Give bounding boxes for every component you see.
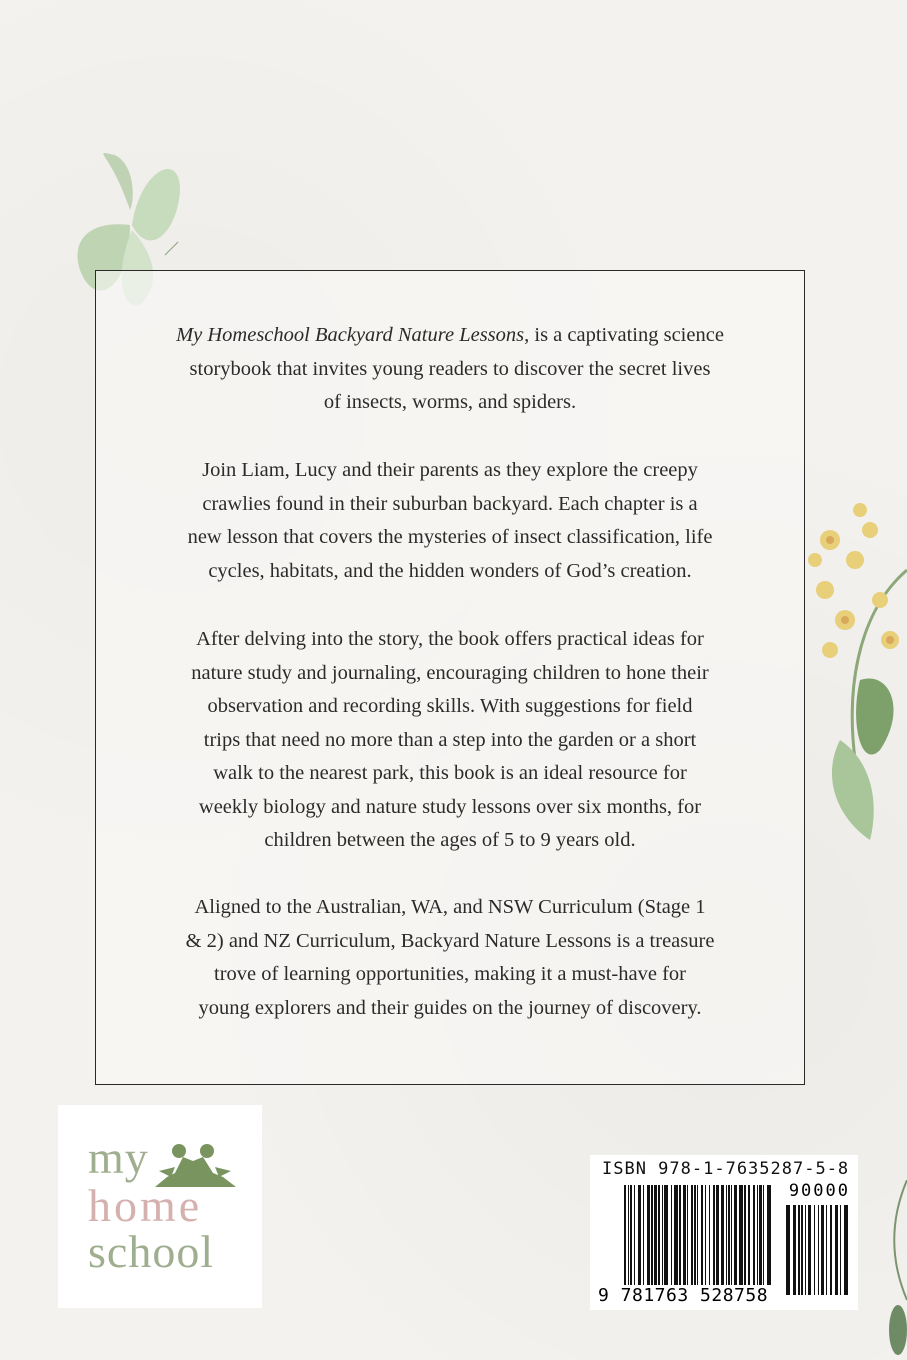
description-paragraph-4 xyxy=(96,891,804,1025)
description-paragraph-2 xyxy=(96,454,804,588)
description-line: observation and recording skills. With suggestions for field xyxy=(207,695,693,717)
barcode-bar xyxy=(805,1205,806,1295)
description-paragraph-1 xyxy=(96,319,804,420)
description-line: children between the ages of 5 to 9 years old. xyxy=(264,829,636,851)
isbn-barcode xyxy=(590,1155,858,1310)
barcode-bar xyxy=(814,1205,815,1295)
barcode-bar xyxy=(801,1205,803,1295)
barcode-bar xyxy=(808,1205,811,1295)
description-line: young explorers and their guides on the journey of discovery. xyxy=(198,996,702,1019)
barcode-bar xyxy=(830,1205,832,1295)
description-line: weekly biology and nature study lessons over six months, for xyxy=(198,795,702,818)
description-line: trips that need no more than a step into the garden or a short xyxy=(203,728,697,751)
barcode-bar xyxy=(786,1205,790,1295)
price-code: 90000 xyxy=(788,1181,850,1201)
description-box xyxy=(95,270,805,1085)
description-paragraph-3 xyxy=(96,623,804,858)
description-line: nature study and journaling, encouraging children to hone their xyxy=(191,661,709,684)
description-line: cycles, habitats, and the hidden wonders of God’s creation. xyxy=(208,559,692,582)
barcode-bar xyxy=(844,1205,848,1295)
description-line: trove of learning opportunities, making it a must-have for xyxy=(214,963,686,985)
description-line: & 2) and NZ Curriculum, Backyard Nature Lessons is a treasure xyxy=(185,929,715,952)
barcode-bar xyxy=(840,1205,841,1295)
ean-number: 9 781763 528758 xyxy=(598,1285,771,1306)
leaf-illustration xyxy=(880,1180,907,1360)
logo-word-school: school xyxy=(88,1226,215,1277)
wattle-flowers-illustration xyxy=(800,490,907,850)
barcode-bar xyxy=(826,1205,827,1295)
barcode-bar xyxy=(835,1205,838,1295)
description-line: Aligned to the Australian, WA, and NSW Curriculum (Stage 1 xyxy=(194,896,706,918)
description-line: crawlies found in their suburban backyard. Each chapter is a xyxy=(202,492,698,515)
barcode-bar xyxy=(818,1205,819,1295)
description-line: walk to the nearest park, this book is an ideal resource for xyxy=(213,762,687,784)
barcode-bar xyxy=(821,1205,824,1295)
description-line: Join Liam, Lucy and their parents as they explore the creepy xyxy=(202,459,698,481)
publisher-logo xyxy=(58,1105,262,1308)
description-line: storybook that invites young readers to discover the secret lives xyxy=(189,357,711,380)
barcode-bar xyxy=(798,1205,800,1295)
description-line: of insects, worms, and spiders. xyxy=(323,391,577,413)
description-line: After delving into the story, the book offers practical ideas for xyxy=(196,628,704,650)
isbn-label: ISBN 978-1-7635287-5-8 xyxy=(602,1159,850,1179)
barcode-bar xyxy=(793,1205,796,1295)
logo-word-my: my xyxy=(88,1132,149,1183)
description-line: new lesson that covers the mysteries of insect classification, life xyxy=(187,526,713,548)
logo-word-home: home xyxy=(88,1180,203,1231)
description-line: My Homeschool Backyard Nature Lessons, is a captivating science xyxy=(176,324,724,346)
